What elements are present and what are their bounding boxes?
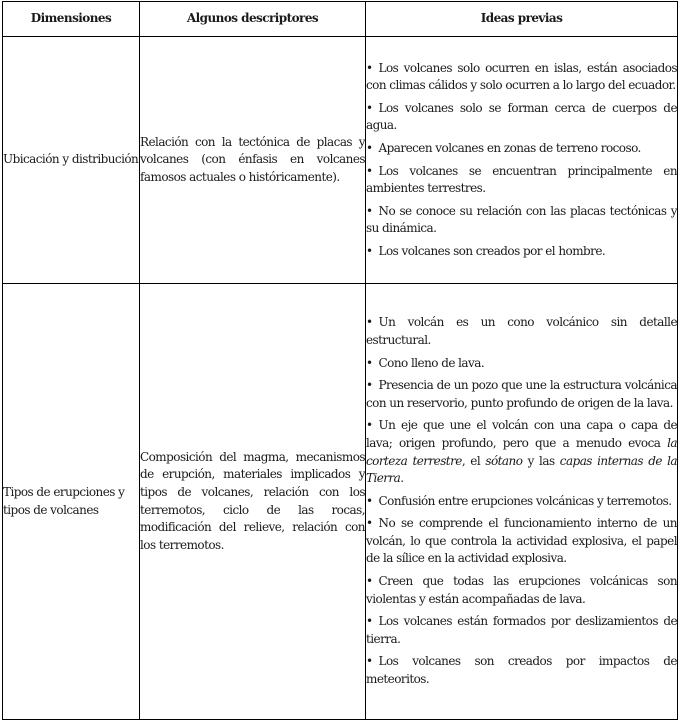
idea-text: Los volcanes se encuentran principalmente en ambientes terrestres. [366, 163, 677, 196]
idea-text: Un volcán es un cono volcánico sin detalle estructural. [366, 315, 677, 347]
idea-text: , el [461, 453, 486, 468]
idea-item [366, 355, 677, 373]
idea-text: Los volcanes solo se forman cerca de cuerpos de agua. [366, 100, 677, 133]
idea-text: Confusión entre erupciones volcánicas y terremotos. [378, 493, 672, 508]
bullet-icon: • [366, 60, 373, 75]
ideas-list [366, 60, 677, 261]
idea-text: Los volcanes son creados por el hombre. [378, 243, 606, 258]
idea-item [366, 417, 677, 487]
bullet-icon: • [366, 355, 373, 370]
header-descriptors: Algunos descriptores [140, 2, 366, 37]
idea-text: Los volcanes están formados por deslizamientos de tierra. [366, 614, 677, 646]
descriptors-cell [140, 284, 366, 720]
bullet-icon: • [366, 163, 373, 178]
bullet-icon: • [366, 516, 373, 531]
table-row [3, 37, 678, 284]
dimension-cell [3, 284, 140, 720]
bullet-icon: • [366, 100, 373, 115]
bullet-icon: • [366, 203, 373, 218]
dimension-text: Ubicación y distribución [3, 152, 139, 167]
idea-text: Los volcanes solo ocurren en islas, están asociados con climas cálidos y solo ocurren a lo largo del ecuador. [366, 60, 677, 93]
idea-item [366, 60, 677, 95]
idea-item [366, 314, 677, 349]
header-ideas: Ideas previas [366, 2, 678, 37]
idea-item [366, 163, 677, 198]
idea-text-italic: capas internas de la Tierra [366, 453, 677, 486]
idea-text: y las [522, 453, 560, 468]
idea-text: Cono lleno de lava. [378, 355, 485, 370]
bullet-icon: • [366, 378, 373, 393]
idea-text: Presencia de un pozo que une la estructura volcánica con un reservorio, punto profundo de origen de la lava. [366, 378, 677, 410]
bullet-icon: • [366, 574, 373, 589]
bullet-icon: • [366, 418, 373, 433]
idea-text: Un eje que une el volcán con una capa o capa de lava; origen profundo, pero que a menudo evoca [366, 418, 677, 450]
idea-item [366, 613, 677, 648]
descriptors-text: Composición del magma, mecanismos de erupción, materiales implicados y tipos de volcanes, relación con los terremotos, ciclo de las rocas, modificación del relieve, relación con los terremotos. [140, 449, 365, 552]
header-row [3, 2, 678, 37]
bullet-icon: • [366, 493, 373, 508]
dimension-cell [3, 37, 140, 284]
idea-item [366, 140, 677, 158]
previous-ideas-table [2, 1, 678, 720]
idea-text-italic: la corteza terrestre [366, 435, 677, 468]
idea-item [366, 203, 677, 238]
idea-item [366, 653, 677, 688]
header-dimensions: Dimensiones [3, 2, 140, 37]
ideas-list [366, 314, 677, 688]
bullet-icon: • [366, 140, 373, 155]
idea-text: Creen que todas las erupciones volcánicas son violentas y están acompañadas de lava. [366, 574, 677, 606]
descriptors-cell [140, 37, 366, 284]
ideas-cell [366, 37, 678, 284]
idea-text-italic: sótano [485, 453, 523, 468]
ideas-cell [366, 284, 678, 720]
idea-text: Aparecen volcanes en zonas de terreno rocoso. [378, 140, 641, 155]
bullet-icon: • [366, 654, 373, 669]
table-row [3, 284, 678, 720]
idea-item [366, 243, 677, 261]
bullet-icon: • [366, 614, 373, 629]
dimension-text: Tipos de erupciones y tipos de volcanes [3, 484, 125, 517]
descriptors-text: Relación con la tectónica de placas y volcanes (con énfasis en volcanes famosos actuales o históricamente). [140, 134, 365, 184]
idea-item [366, 377, 677, 412]
idea-text: Los volcanes son creados por impactos de meteoritos. [366, 654, 677, 687]
bullet-icon: • [366, 243, 373, 258]
idea-text: No se comprende el funcionamiento interno de un volcán, lo que controla la actividad explosiva, el papel de la sílice en la actividad explosiva. [366, 516, 677, 566]
idea-item [366, 493, 677, 511]
idea-item [366, 573, 677, 608]
bullet-icon: • [366, 315, 373, 330]
idea-text: . [400, 471, 404, 486]
idea-item [366, 515, 677, 568]
idea-item [366, 100, 677, 135]
idea-text: No se conoce su relación con las placas tectónicas y su dinámica. [366, 203, 677, 236]
